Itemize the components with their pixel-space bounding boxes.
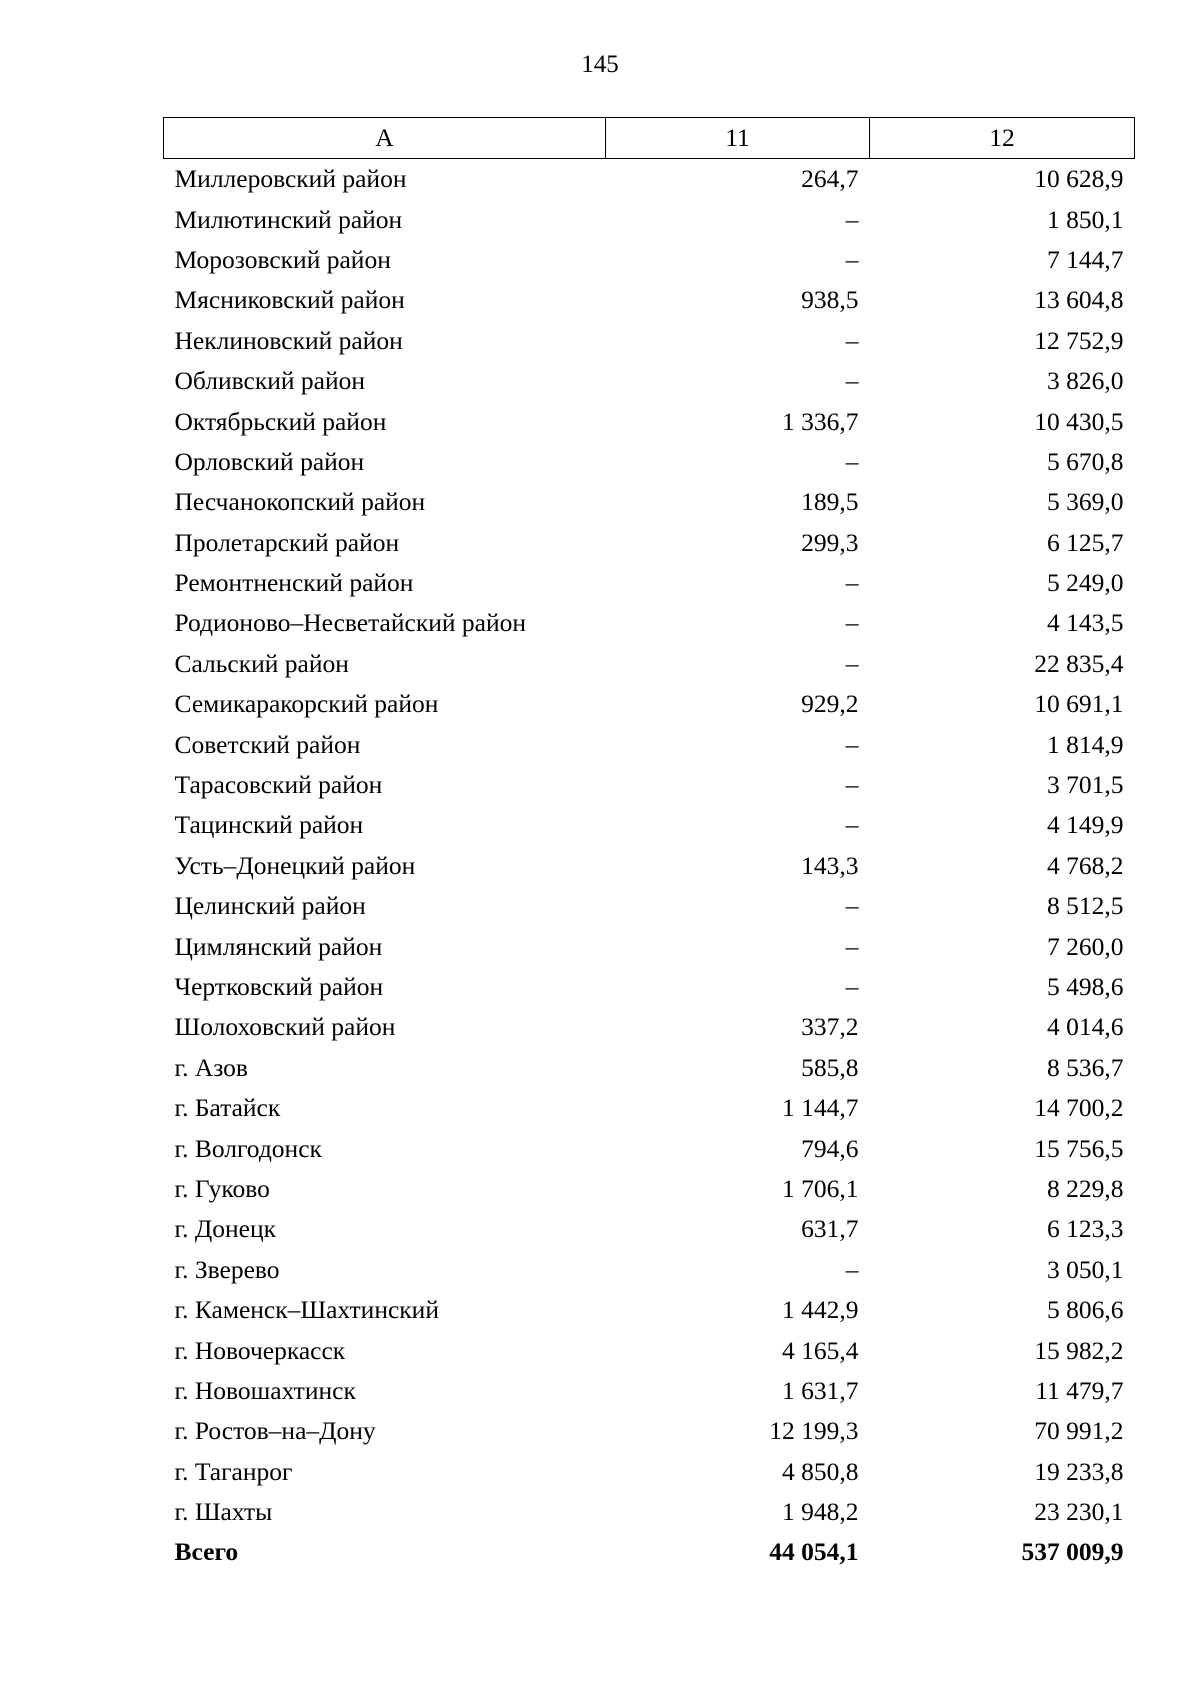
row-value-column-12: 5 369,0 bbox=[1047, 487, 1124, 517]
row-value-column-12: 13 604,8 bbox=[1034, 285, 1124, 315]
row-name: г. Новошахтинск bbox=[174, 1375, 356, 1405]
total-label: Всего bbox=[174, 1537, 239, 1567]
table-row bbox=[164, 1452, 1135, 1492]
row-value-column-12: 5 249,0 bbox=[1047, 568, 1124, 598]
table-row bbox=[164, 563, 1135, 603]
total-column-12: 537 009,9 bbox=[1021, 1537, 1124, 1567]
row-name: Мясниковский район bbox=[174, 285, 405, 315]
table-row bbox=[164, 361, 1135, 401]
row-name: Чертковский район bbox=[174, 972, 384, 1001]
row-name: г. Гуково bbox=[174, 1173, 270, 1203]
row-value-column-12: 70 991,2 bbox=[1034, 1416, 1124, 1446]
row-value-column-11: 929,2 bbox=[801, 689, 859, 719]
total-row bbox=[164, 1532, 1135, 1572]
table-row bbox=[164, 442, 1135, 482]
row-name: г. Таганрог bbox=[174, 1456, 293, 1486]
table-row bbox=[164, 1088, 1135, 1128]
table-header bbox=[164, 118, 1135, 159]
row-name: Целинский район bbox=[174, 891, 366, 921]
header-row bbox=[164, 118, 1135, 159]
row-value-column-11: 794,6 bbox=[801, 1133, 859, 1163]
table-row bbox=[164, 1128, 1135, 1168]
row-value-column-11: 1 336,7 bbox=[782, 406, 859, 436]
row-value-column-12: 12 752,9 bbox=[1034, 325, 1124, 355]
row-value-column-12: 11 479,7 bbox=[1035, 1375, 1124, 1405]
row-name: Октябрьский район bbox=[174, 406, 387, 436]
row-value-column-11: 585,8 bbox=[801, 1052, 859, 1082]
row-value-column-11: – bbox=[845, 648, 859, 678]
row-value-column-12: 4 014,6 bbox=[1047, 1012, 1124, 1042]
row-value-column-12: 5 806,6 bbox=[1047, 1295, 1124, 1325]
row-value-column-12: 1 850,1 bbox=[1047, 204, 1124, 234]
row-value-column-11: 12 199,3 bbox=[769, 1416, 859, 1446]
row-name: г. Ростов–на–Дону bbox=[174, 1416, 376, 1446]
row-value-column-11: 189,5 bbox=[801, 487, 859, 517]
table-row bbox=[164, 401, 1135, 441]
header-column-a: А bbox=[164, 118, 606, 159]
row-value-column-12: 5 670,8 bbox=[1047, 446, 1124, 476]
table-row bbox=[164, 321, 1135, 361]
row-value-column-11: – bbox=[845, 366, 859, 396]
row-value-column-12: 5 498,6 bbox=[1047, 972, 1124, 1001]
table-row bbox=[164, 967, 1135, 1007]
row-name: Тарасовский район bbox=[174, 770, 383, 800]
row-name: Усть–Донецкий район bbox=[174, 850, 416, 880]
row-value-column-11: – bbox=[845, 608, 859, 638]
table-row bbox=[164, 280, 1135, 320]
row-value-column-11: – bbox=[845, 891, 859, 921]
table-row bbox=[164, 1492, 1135, 1532]
row-value-column-11: 938,5 bbox=[801, 285, 859, 315]
row-value-column-11: 1 442,9 bbox=[782, 1295, 859, 1325]
row-value-column-12: 6 125,7 bbox=[1047, 527, 1124, 557]
row-value-column-11: 143,3 bbox=[801, 850, 859, 880]
table-row bbox=[164, 846, 1135, 886]
row-value-column-12: 10 628,9 bbox=[1034, 164, 1124, 194]
page-number: 145 bbox=[581, 51, 619, 78]
table-row bbox=[164, 1330, 1135, 1370]
row-value-column-11: 4 850,8 bbox=[782, 1456, 859, 1486]
row-name: Неклиновский район bbox=[174, 325, 403, 355]
row-value-column-11: 264,7 bbox=[801, 164, 859, 194]
row-value-column-12: 15 982,2 bbox=[1034, 1335, 1124, 1365]
row-value-column-12: 8 512,5 bbox=[1047, 891, 1124, 921]
row-value-column-11: 1 948,2 bbox=[782, 1497, 859, 1527]
row-value-column-11: – bbox=[845, 931, 859, 961]
row-value-column-11: – bbox=[845, 972, 859, 1001]
row-name: г. Новочеркасск bbox=[174, 1335, 346, 1365]
row-value-column-12: 7 144,7 bbox=[1047, 244, 1124, 274]
row-name: г. Волгодонск bbox=[174, 1133, 322, 1163]
row-name: Орловский район bbox=[174, 446, 365, 476]
row-name: Пролетарский район bbox=[174, 527, 400, 557]
row-name: Обливский район bbox=[174, 366, 366, 396]
row-value-column-11: – bbox=[845, 204, 859, 234]
table-row bbox=[164, 1371, 1135, 1411]
row-name: Милютинский район bbox=[174, 204, 403, 234]
total-column-11: 44 054,1 bbox=[769, 1537, 859, 1567]
row-value-column-12: 14 700,2 bbox=[1034, 1093, 1124, 1123]
row-name: Сальский район bbox=[174, 648, 349, 678]
row-value-column-12: 23 230,1 bbox=[1034, 1497, 1124, 1527]
header-column-11: 11 bbox=[606, 118, 870, 159]
table-row bbox=[164, 724, 1135, 764]
row-name: Семикаракорский район bbox=[174, 689, 439, 719]
table-row bbox=[164, 644, 1135, 684]
table-row bbox=[164, 523, 1135, 563]
row-value-column-12: 10 691,1 bbox=[1034, 689, 1124, 719]
row-value-column-12: 3 050,1 bbox=[1047, 1254, 1124, 1284]
row-value-column-11: 4 165,4 bbox=[782, 1335, 859, 1365]
table-row bbox=[164, 240, 1135, 280]
table-row bbox=[164, 886, 1135, 926]
row-value-column-11: – bbox=[845, 770, 859, 800]
row-value-column-11: 1 144,7 bbox=[782, 1093, 859, 1123]
row-value-column-12: 7 260,0 bbox=[1047, 931, 1124, 961]
table-row bbox=[164, 684, 1135, 724]
row-value-column-11: – bbox=[845, 446, 859, 476]
row-name: Морозовский район bbox=[174, 244, 391, 274]
row-name: Цимлянский район bbox=[174, 931, 383, 961]
table-row bbox=[164, 603, 1135, 643]
table-row bbox=[164, 1250, 1135, 1290]
row-value-column-12: 8 536,7 bbox=[1047, 1052, 1124, 1082]
table-row bbox=[164, 1169, 1135, 1209]
table-row bbox=[164, 1290, 1135, 1330]
row-value-column-11: 1 631,7 bbox=[782, 1375, 859, 1405]
row-name: г. Батайск bbox=[174, 1093, 281, 1123]
table-row bbox=[164, 1411, 1135, 1451]
row-value-column-12: 8 229,8 bbox=[1047, 1173, 1124, 1203]
table-row bbox=[164, 159, 1135, 200]
row-name: г. Азов bbox=[174, 1052, 248, 1082]
row-name: Ремонтненский район bbox=[174, 568, 414, 598]
table-row bbox=[164, 482, 1135, 522]
row-value-column-12: 4 149,9 bbox=[1047, 810, 1124, 840]
row-name: Советский район bbox=[174, 729, 361, 759]
row-value-column-11: 299,3 bbox=[801, 527, 859, 557]
row-value-column-12: 10 430,5 bbox=[1034, 406, 1124, 436]
row-value-column-12: 4 768,2 bbox=[1047, 850, 1124, 880]
row-value-column-11: – bbox=[845, 810, 859, 840]
row-value-column-11: – bbox=[845, 244, 859, 274]
row-name: г. Каменск–Шахтинский bbox=[174, 1295, 439, 1325]
table-row bbox=[164, 199, 1135, 239]
row-value-column-12: 6 123,3 bbox=[1047, 1214, 1124, 1244]
row-name: Шолоховский район bbox=[174, 1012, 396, 1042]
row-value-column-12: 4 143,5 bbox=[1047, 608, 1124, 638]
row-value-column-12: 1 814,9 bbox=[1047, 729, 1124, 759]
table-row bbox=[164, 765, 1135, 805]
row-value-column-11: – bbox=[845, 729, 859, 759]
row-name: г. Донецк bbox=[174, 1214, 276, 1244]
row-value-column-12: 3 701,5 bbox=[1047, 770, 1124, 800]
row-name: Тацинский район bbox=[174, 810, 364, 840]
row-name: г. Шахты bbox=[174, 1497, 273, 1527]
row-value-column-12: 15 756,5 bbox=[1034, 1133, 1124, 1163]
row-value-column-11: – bbox=[845, 1254, 859, 1284]
row-value-column-11: 1 706,1 bbox=[782, 1173, 859, 1203]
table-row bbox=[164, 805, 1135, 845]
row-name: Песчанокопский район bbox=[174, 487, 426, 517]
row-value-column-11: – bbox=[845, 568, 859, 598]
row-name: Родионово–Несветайский район bbox=[174, 608, 526, 638]
table-body bbox=[164, 159, 1135, 1573]
row-value-column-12: 19 233,8 bbox=[1034, 1456, 1124, 1486]
table-row bbox=[164, 1048, 1135, 1088]
budget-table bbox=[163, 117, 1135, 1573]
row-name: Миллеровский район bbox=[174, 164, 407, 194]
row-value-column-12: 22 835,4 bbox=[1034, 648, 1124, 678]
row-value-column-11: 631,7 bbox=[801, 1214, 859, 1244]
header-column-12: 12 bbox=[870, 118, 1135, 159]
table-row bbox=[164, 926, 1135, 966]
table-row bbox=[164, 1007, 1135, 1047]
row-value-column-12: 3 826,0 bbox=[1047, 366, 1124, 396]
table-row bbox=[164, 1209, 1135, 1249]
row-value-column-11: 337,2 bbox=[801, 1012, 859, 1042]
row-name: г. Зверево bbox=[174, 1254, 280, 1284]
row-value-column-11: – bbox=[845, 325, 859, 355]
